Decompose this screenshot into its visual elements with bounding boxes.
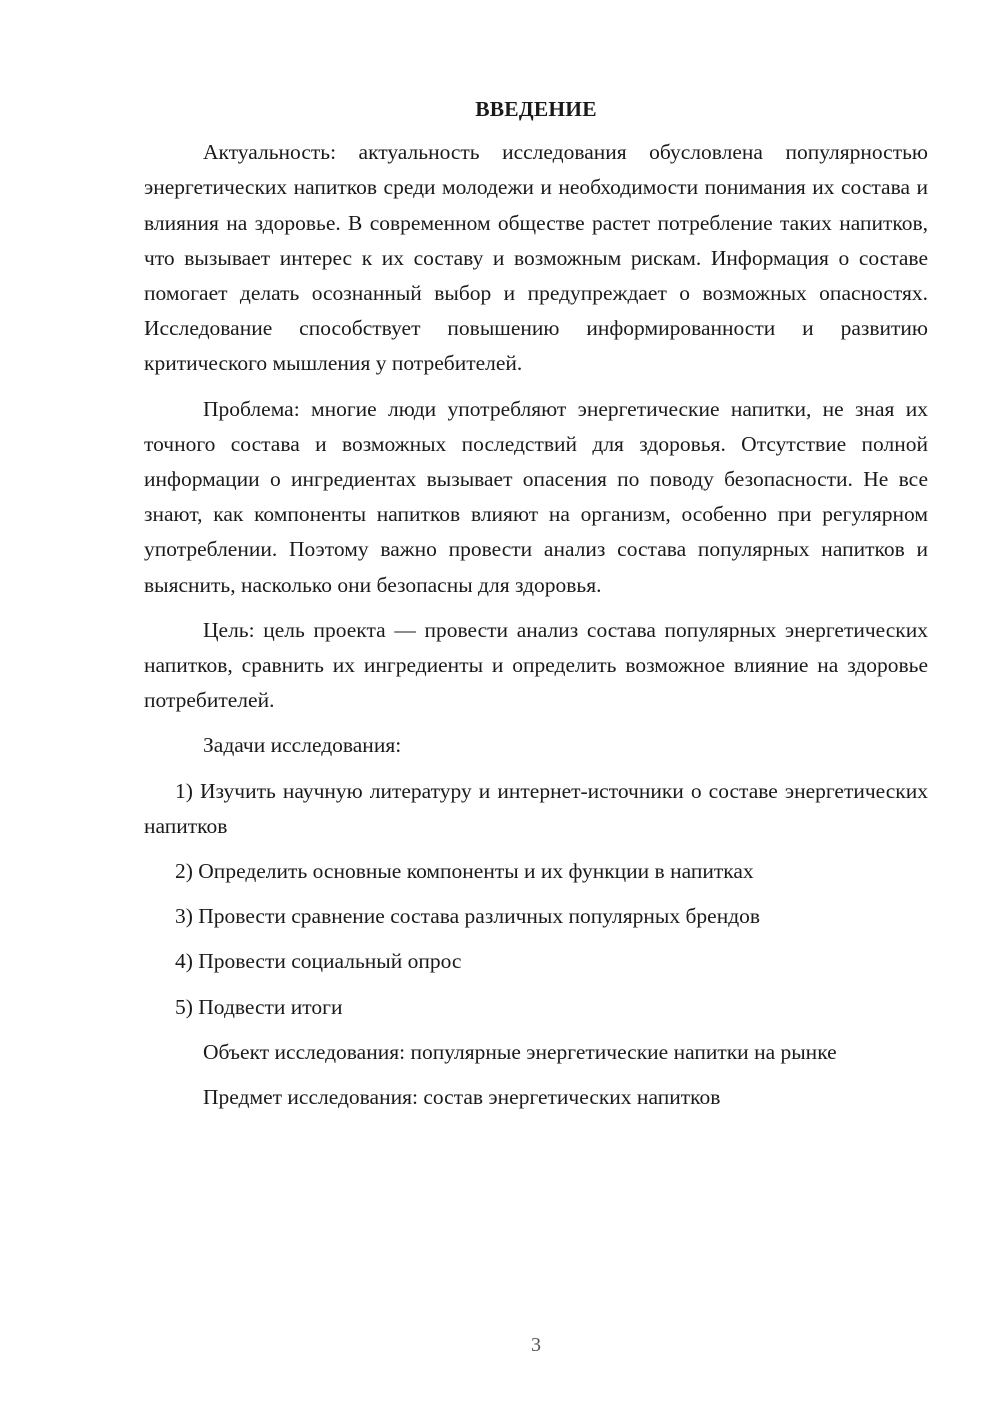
task-item: 4) Провести социальный опрос [175, 949, 462, 974]
paragraph-relevance: Актуальность: актуальность исследования обусловлена популярностью энергетических напитков среди молодежи и необходимости понимания их состава и влияния на здоровье. В современном обществе растет потребление таких напитков, что вызывает интерес к их составу и возможным рискам. Информация о составе помогает делать осознанный выбор и предупреждает о возможных опасностях. Исследование способствует повышению информированности и развитию критического мышления у потребителей. [144, 140, 928, 376]
page-content [144, 92, 928, 1115]
task-item: 1) Изучить научную литературу и интернет-источники о составе энергетических напитков [144, 778, 928, 838]
page-title: ВВЕДЕНИЕ [475, 97, 597, 121]
paragraph-problem: Проблема: многие люди употребляют энергетические напитки, не зная их точного состава и возможных последствий для здоровья. Отсутствие полной информации о ингредиентах вызывает опасения по поводу безопасности. Не все знают, как компоненты напитков влияют на организм, особенно при регулярном употреблении. Поэтому важно провести анализ состава популярных напитков и выяснить, насколько они безопасны для здоровья. [144, 396, 928, 597]
task-item: 5) Подвести итоги [175, 994, 343, 1019]
tasks-heading: Задачи исследования: [203, 733, 402, 758]
task-item: 2) Определить основные компоненты и их функции в напитках [175, 859, 754, 884]
page-number: 3 [531, 1334, 541, 1356]
paragraph-goal: Цель: цель проекта — провести анализ состава популярных энергетических напитков, сравнить их ингредиенты и определить возможное влияние на здоровье потребителей. [144, 617, 928, 713]
paragraph-subject: Предмет исследования: состав энергетических напитков [203, 1085, 721, 1110]
task-item: 3) Провести сравнение состава различных популярных брендов [175, 904, 761, 929]
paragraph-object: Объект исследования: популярные энергетические напитки на рынке [203, 1039, 837, 1064]
